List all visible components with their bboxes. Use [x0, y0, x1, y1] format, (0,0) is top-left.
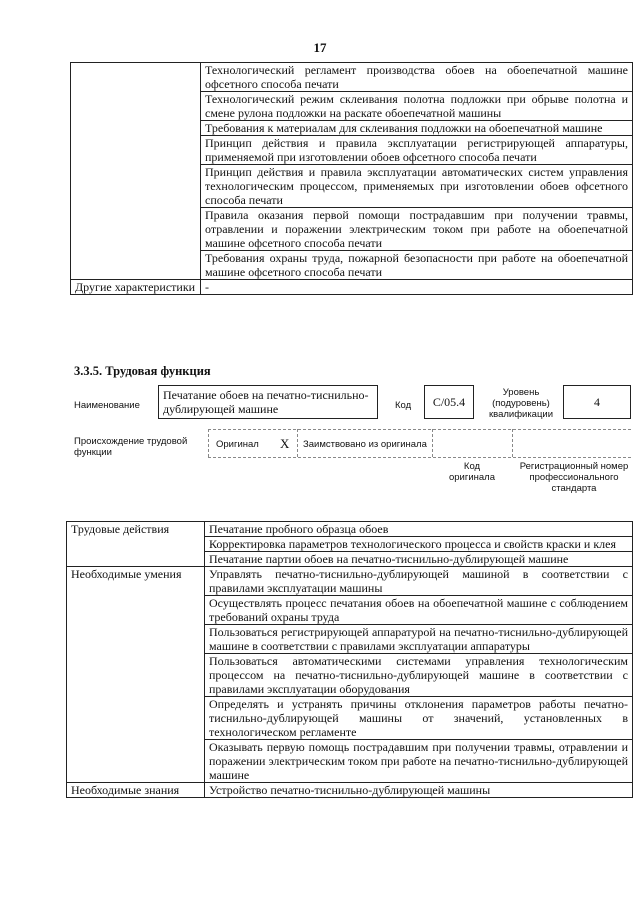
other-characteristics-value: -	[201, 280, 633, 295]
action-item: Печатание пробного образца обоев	[205, 522, 633, 537]
code-divider	[512, 429, 513, 457]
skill-item: Пользоваться автоматическими системами управления технологическим процессом на печатно-тиснильно-дублирующей машине в соответствии с правилами эксплуатации оборудования	[205, 654, 633, 697]
origin-left-divider	[208, 429, 209, 457]
origin-top-divider	[208, 429, 631, 430]
knowledge-item: Технологический регламент производства обоев на обоепечатной машине офсетного способа печати	[201, 63, 633, 92]
table-row	[67, 522, 633, 537]
skill-item: Оказывать первую помощь пострадавшим при получении травмы, отравлении и поражении электрическим током при работе на печатно-тиснильно-дублирующей машине	[205, 740, 633, 783]
mark-divider	[297, 429, 298, 457]
original-label: Оригинал	[216, 439, 259, 450]
skill-item: Управлять печатно-тиснильно-дублирующей машиной в соответствии с правилами эксплуатации машины	[205, 567, 633, 596]
knowledge-item: Принцип действия и правила эксплуатации регистрирующей аппаратуры, применяемой при изготовлении обоев офсетного способа печати	[201, 136, 633, 165]
knowledge-item: Правила оказания первой помощи пострадавшим при получении травмы, отравлении и поражении электрическим током при работе на обоепечатной машине офсетного способа печати	[201, 208, 633, 251]
action-item: Корректировка параметров технологического процесса и свойств краски и клея	[205, 537, 633, 552]
level-value: 4	[563, 385, 631, 419]
origin-bottom-divider	[208, 457, 631, 458]
knowledge-item: Требования к материалам для склеивания подложки на обоепечатной машине	[201, 121, 633, 136]
knowledge-table-continued	[70, 62, 633, 295]
knowledge-item: Устройство печатно-тиснильно-дублирующей машины	[205, 783, 633, 798]
original-mark: X	[280, 436, 290, 451]
skill-item: Осуществлять процесс печатания обоев на обоепечатной машине с соблюдением требований охраны труда	[205, 596, 633, 625]
name-label: Наименование	[74, 400, 140, 411]
code-value: C/05.4	[424, 385, 474, 419]
knowledge-item: Технологический режим склеивания полотна подложки при обрыве полотна и смене рулона подложки на раскате обоепечатной машины	[201, 92, 633, 121]
table-row	[71, 63, 633, 92]
name-value: Печатание обоев на печатно-тиснильно-дублирующей машине	[158, 385, 378, 419]
table-row	[71, 280, 633, 295]
empty-label-cell	[71, 63, 201, 280]
borrowed-divider	[432, 429, 433, 457]
table-row	[67, 567, 633, 596]
knowledge-item: Принцип действия и правила эксплуатации автоматических систем управления технологическим процессом, применяемых при изготовлении обоев офсетного способа печати	[201, 165, 633, 208]
original-code-label: Код оригинала	[448, 461, 495, 483]
level-label: Уровень (подуровень) квалификации	[488, 387, 554, 420]
skill-item: Определять и устранять причины отклонения параметров работы печатно-тиснильно-дублирующей машины от значений, установленных в технологическом регламенте	[205, 697, 633, 740]
actions-label: Трудовые действия	[67, 522, 205, 567]
skill-item: Пользоваться регистрирующей аппаратурой на печатно-тиснильно-дублирующей машине в соответствии с правилами эксплуатации аппаратуры	[205, 625, 633, 654]
action-item: Печатание партии обоев на печатно-тиснильно-дублирующей машине	[205, 552, 633, 567]
function-table	[66, 521, 633, 798]
other-characteristics-label: Другие характеристики	[71, 280, 201, 295]
code-label: Код	[395, 400, 412, 411]
section-title: 3.3.5. Трудовая функция	[74, 364, 211, 378]
borrowed-label: Заимствовано из оригинала	[303, 439, 427, 450]
table-row	[67, 783, 633, 798]
origin-label: Происхождение трудовой функции	[74, 436, 188, 458]
skills-label: Необходимые умения	[67, 567, 205, 783]
knowledge-label: Необходимые знания	[67, 783, 205, 798]
registration-number-label: Регистрационный номер профессионального стандарта	[519, 461, 629, 494]
page-number: 17	[313, 40, 327, 55]
knowledge-item: Требования охраны труда, пожарной безопасности при работе на обоепечатной машине офсетного способа печати	[201, 251, 633, 280]
